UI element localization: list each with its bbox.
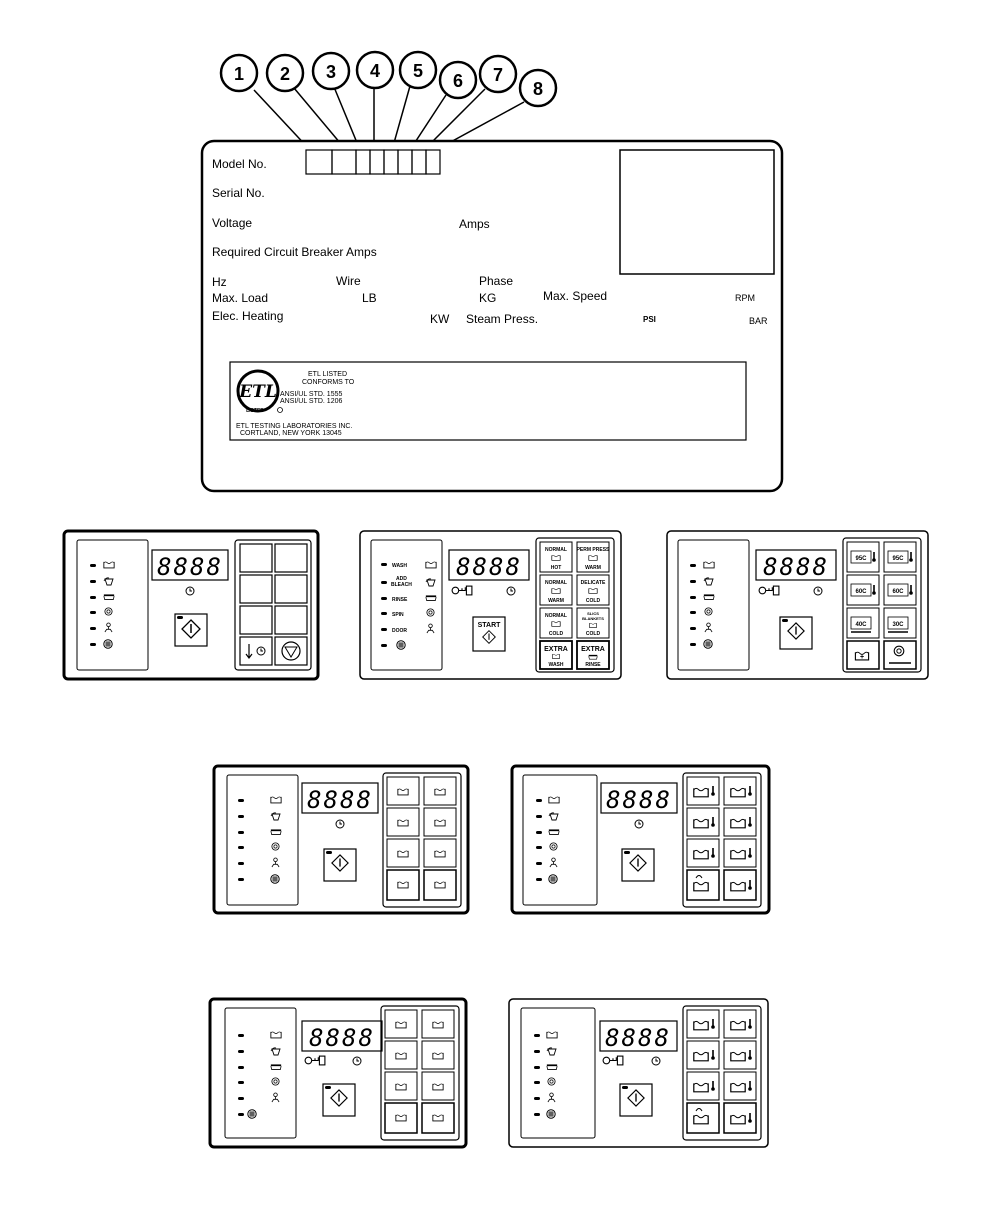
digit-readout: 8888 xyxy=(605,1024,671,1052)
led-label-bleach: BLEACH xyxy=(391,582,412,588)
voltage-label: Voltage xyxy=(212,216,253,230)
data-plate xyxy=(202,141,782,491)
breaker-label: Required Circuit Breaker Amps xyxy=(212,245,377,259)
amps-label: Amps xyxy=(459,217,490,231)
cycle-bottom-label: HOT xyxy=(550,565,562,571)
control-panel-4 xyxy=(214,766,468,913)
etl-std-2: ANSI/UL STD. 1206 xyxy=(280,398,343,405)
callout-label: 1 xyxy=(233,64,245,84)
start-button[interactable] xyxy=(323,1084,355,1116)
cycle-top-label: SLICS xyxy=(587,611,599,616)
start-button[interactable] xyxy=(622,849,654,881)
max-load-label: Max. Load xyxy=(212,291,269,305)
callout-4 xyxy=(357,52,393,150)
digit-readout: 8888 xyxy=(157,553,223,581)
led-label-wash: WASH xyxy=(392,563,407,569)
callout-label: 5 xyxy=(412,61,424,81)
etl-logo-ring-text: LISTED xyxy=(246,408,264,414)
control-panel-6 xyxy=(210,999,466,1147)
lb-label: LB xyxy=(362,291,377,305)
callout-label: 7 xyxy=(492,65,504,85)
etl-lab: ETL TESTING LABORATORIES INC. xyxy=(236,423,353,430)
etl-logo-text: ETL xyxy=(239,382,277,402)
svg-text:+: + xyxy=(859,654,865,661)
steam-press-label: Steam Press. xyxy=(466,312,539,326)
start-button[interactable] xyxy=(324,849,356,881)
cycle-bottom-label: COLD xyxy=(585,631,601,637)
callout-5 xyxy=(392,52,436,150)
cycle-bottom-label: COLD xyxy=(585,598,601,604)
phase-label: Phase xyxy=(479,274,514,288)
callout-label: 8 xyxy=(532,79,544,99)
kg-label: KG xyxy=(479,291,497,305)
model-label: Model No. xyxy=(212,157,267,171)
temp-label: 60C xyxy=(855,589,867,595)
digit-readout: 8888 xyxy=(307,786,373,814)
control-panel-2 xyxy=(360,531,621,679)
control-panel-3 xyxy=(667,531,928,679)
callout-label: 2 xyxy=(279,64,291,84)
cycle-top-label: PERM PRESS xyxy=(576,547,610,553)
callout-3 xyxy=(313,53,360,150)
cycle-top-label: DELICATE xyxy=(580,580,606,586)
max-speed-label: Max. Speed xyxy=(543,289,608,303)
etl-listed: ETL LISTED xyxy=(308,371,348,378)
cycle-top-label: NORMAL xyxy=(545,580,567,586)
temp-label: 95C xyxy=(855,556,867,562)
kw-label: KW xyxy=(430,312,450,326)
digit-readout: 8888 xyxy=(606,786,672,814)
psi-label: PSI xyxy=(643,315,656,324)
temp-label: 30C xyxy=(892,622,904,628)
cycle-bottom-label: RINSE xyxy=(585,662,601,668)
etl-std-1: ANSI/UL STD. 1555 xyxy=(280,391,343,398)
start-label: START xyxy=(477,622,501,629)
temp-label: 95C xyxy=(892,556,904,562)
cycle-top-label: NORMAL xyxy=(545,547,567,553)
temp-label: 60C xyxy=(892,589,904,595)
serial-label: Serial No. xyxy=(212,186,265,200)
hz-label: Hz xyxy=(212,275,227,289)
start-button[interactable] xyxy=(620,1084,652,1116)
etl-city: CORTLAND, NEW YORK 13045 xyxy=(240,430,342,437)
digit-readout: 8888 xyxy=(456,553,522,581)
elec-heating-label: Elec. Heating xyxy=(212,309,284,323)
rpm-label: RPM xyxy=(735,293,755,303)
control-panel-1 xyxy=(64,531,318,679)
callout-label: 3 xyxy=(325,62,337,82)
cycle-bottom-label: WARM xyxy=(548,598,564,604)
led-label-spin: SPIN xyxy=(392,612,404,618)
led-label-add: ADD xyxy=(396,576,407,582)
control-panel-7 xyxy=(509,999,768,1147)
cycle-top-label: NORMAL xyxy=(545,613,567,619)
cycle-bottom-label: COLD xyxy=(548,631,564,637)
cycle-top-label: EXTRA xyxy=(544,646,568,653)
control-panel-5 xyxy=(512,766,769,913)
cycle-top-label: EXTRA xyxy=(581,646,605,653)
start-button[interactable] xyxy=(473,617,505,651)
wire-label: Wire xyxy=(336,274,361,288)
start-button[interactable] xyxy=(780,617,812,649)
led-label-door: DOOR xyxy=(392,628,407,634)
digit-readout: 8888 xyxy=(763,553,829,581)
temp-label: 40C xyxy=(855,622,867,628)
etl-conforms: CONFORMS TO xyxy=(302,379,355,386)
digit-readout: 8888 xyxy=(309,1024,375,1052)
start-button[interactable] xyxy=(175,614,207,646)
callout-label: 6 xyxy=(452,71,464,91)
cycle-bottom-label: WASH xyxy=(548,662,564,668)
led-label-rinse: RINSE xyxy=(392,597,408,603)
bar-label: BAR xyxy=(749,316,768,326)
cycle-bottom-label: WARM xyxy=(585,565,601,571)
callout-group xyxy=(221,52,556,150)
cycle-top-label: BLANKETS xyxy=(582,616,604,621)
callout-label: 4 xyxy=(369,61,381,81)
